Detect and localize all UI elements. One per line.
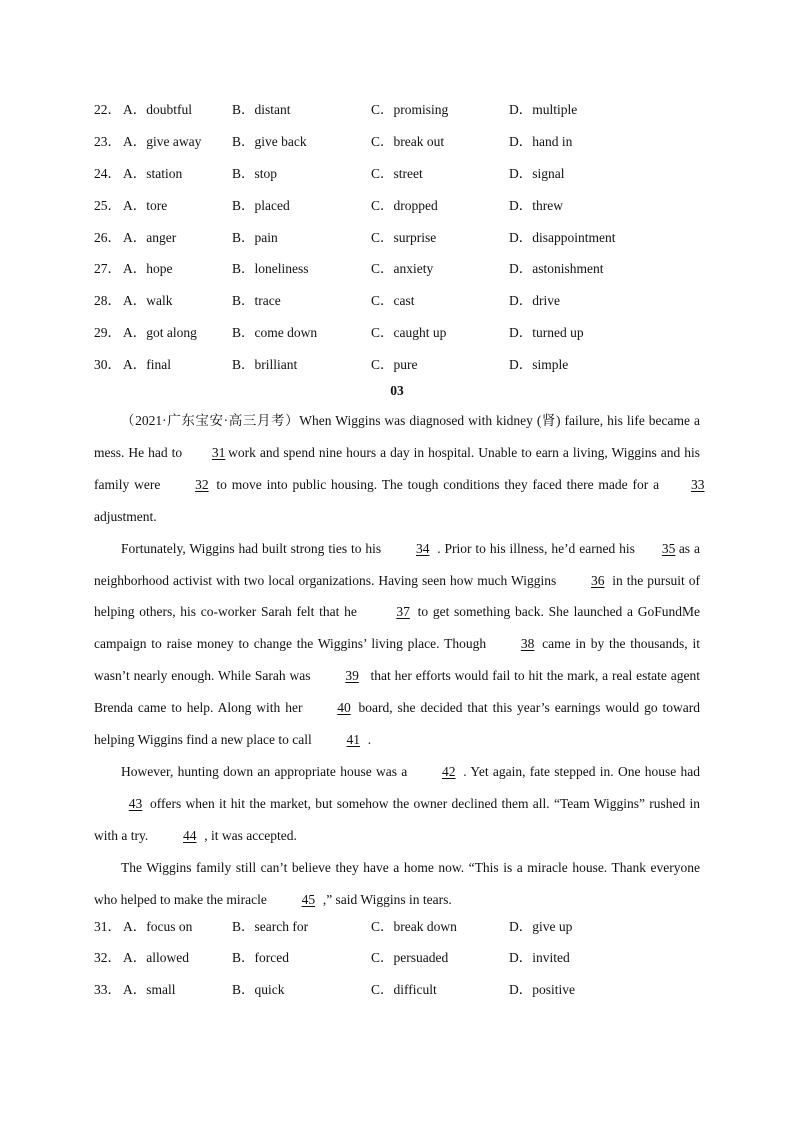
option-d: D．astonishment [509,261,604,276]
question-number: 32． [94,950,121,965]
passage-text: that her efforts would fail to hit the mark, a real estate agent Brenda came to help. Along with her [94,668,700,716]
option-d: D．disappointment [509,230,616,245]
question-number: 25． [94,198,121,213]
passage-text: offers when it hit the market, but somehow the owner declined them all. “Team Wiggins” rushed in with a try. [94,795,700,843]
passage-text: . [367,732,372,748]
option-c: C．difficult [371,982,437,997]
option-c: C．caught up [371,325,447,340]
passage-text: in the pursuit of helping others, his co-worker Sarah felt that he [94,572,700,620]
option-c: C．street [371,166,423,181]
option-b: B．quick [232,982,285,997]
blank-35: 35 [661,540,676,556]
blank-33: 33 [691,476,705,492]
option-c: C．dropped [371,198,438,213]
option-d: D．invited [509,950,570,965]
passage-text: The Wiggins family still can’t believe they have a home now. “This is a miracle house. Thank everyone who helped to make the miracle [94,859,700,907]
option-a: A．give away [123,134,202,149]
option-row-23 [94,132,714,152]
blank-42: 42 [442,763,456,779]
option-a: A．tore [123,198,168,213]
option-c: C．break down [371,919,457,934]
passage-text: board, she decided that this year’s earnings would go toward helping Wiggins find a new place to call [94,700,700,748]
option-d: D．simple [509,357,569,372]
question-number: 31． [94,919,121,934]
option-b: B．trace [232,293,281,308]
option-a: A．doubtful [123,102,192,117]
question-number: 27． [94,261,121,276]
option-c: C．anxiety [371,261,434,276]
option-row-24 [94,164,714,184]
paragraph-1 [94,405,705,533]
option-a: A．station [123,166,183,181]
passage-text: . Prior to his illness, he’d earned his [437,540,635,556]
question-number: 26． [94,230,121,245]
blank-34: 34 [415,540,430,556]
option-row-31 [94,917,714,937]
option-b: B．stop [232,166,278,181]
passage-text: Fortunately, Wiggins had built strong ties to his [121,540,382,556]
option-a: A．hope [123,261,173,276]
option-b: B．give back [232,134,307,149]
paragraph-2 [94,533,700,756]
passage-text: work and spend nine hours a day in hospital. Unable to earn a living, Wiggins and his family were [94,444,701,492]
blank-41: 41 [346,732,361,748]
option-d: D．drive [509,293,560,308]
option-b: B．search for [232,919,309,934]
blank-31: 31 [211,444,226,460]
passage-text: came in by the thousands, it wasn’t nearly enough. While Sarah was [94,636,700,684]
option-a: A．focus on [123,919,193,934]
section-number: 03 [390,383,404,398]
blank-43: 43 [128,795,143,811]
question-number: 22． [94,102,121,117]
option-row-27 [94,259,714,279]
option-row-30 [94,355,714,375]
option-c: C．persuaded [371,950,449,965]
blank-38: 38 [520,636,535,652]
option-d: D．give up [509,919,573,934]
option-d: D．multiple [509,102,578,117]
option-b: B．forced [232,950,289,965]
question-number: 24． [94,166,121,181]
blank-40: 40 [337,700,351,716]
question-number: 30． [94,357,121,372]
option-row-25 [94,196,714,216]
option-a: A．got along [123,325,197,340]
option-c: C．surprise [371,230,437,245]
option-row-29 [94,323,714,343]
option-c: C．promising [371,102,449,117]
option-b: B．brilliant [232,357,298,372]
option-row-26 [94,228,714,248]
option-d: D．signal [509,166,565,181]
option-a: A．anger [123,230,177,245]
blank-39: 39 [345,668,359,684]
question-number: 29． [94,325,121,340]
option-row-28 [94,291,714,311]
option-b: B．placed [232,198,290,213]
blank-36: 36 [591,572,605,588]
option-d: D．threw [509,198,563,213]
option-row-22 [94,100,714,120]
question-number: 23． [94,134,121,149]
option-row-32 [94,948,714,968]
blank-37: 37 [396,604,410,620]
passage-text: ,” said Wiggins in tears. [322,891,452,907]
paragraph-4 [94,852,700,916]
option-b: B．distant [232,102,291,117]
option-a: A．allowed [123,950,189,965]
passage-text: as a neighborhood activist with two local organizations. Having seen how much Wiggins [94,540,700,588]
option-c: C．cast [371,293,415,308]
option-a: A．final [123,357,171,372]
option-c: C．pure [371,357,418,372]
question-number: 28． [94,293,121,308]
blank-32: 32 [195,476,209,492]
option-d: D．turned up [509,325,584,340]
blank-45: 45 [301,891,316,907]
option-a: A．small [123,982,176,997]
passage-text: to get something back. She launched a GoFundMe campaign to raise money to change the Wiggins’ living place. Though [94,604,701,652]
question-number: 33． [94,982,121,997]
blank-44: 44 [183,827,197,843]
passage-text: adjustment. [94,508,157,524]
option-d: D．positive [509,982,575,997]
option-a: A．walk [123,293,173,308]
passage-text: , it was accepted. [204,827,297,843]
passage-text: . Yet again, fate stepped in. One house had [463,763,700,779]
option-d: D．hand in [509,134,573,149]
cloze-passage [94,405,705,916]
option-row-33 [94,980,714,1000]
option-b: B．come down [232,325,318,340]
passage-text: （2021·广东宝安·高三月考）When Wiggins was diagnosed with kidney (肾) failure, his life became a mess. He had to [94,413,700,460]
option-b: B．loneliness [232,261,309,276]
option-c: C．break out [371,134,445,149]
option-b: B．pain [232,230,278,245]
passage-text: to move into public housing. The tough conditions they faced there made for a [216,476,664,492]
passage-text: However, hunting down an appropriate house was a [121,763,408,779]
paragraph-3 [94,756,700,852]
